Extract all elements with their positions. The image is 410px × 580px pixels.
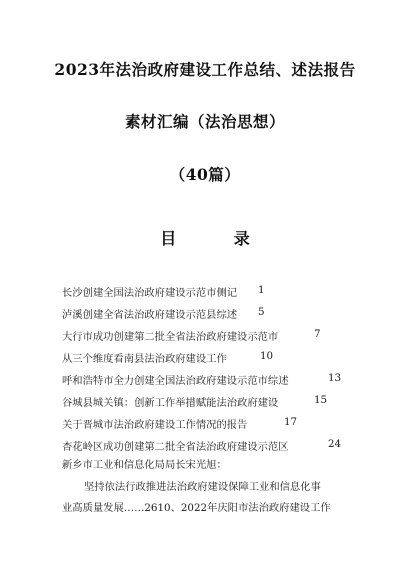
toc-entry[interactable] [62,328,321,343]
body-text-line: 新乡市工业和信息化局局长宋光旭： [62,459,227,471]
document-subtitle: 素材汇编（法治思想） [124,112,285,131]
toc-entry[interactable] [62,306,265,321]
toc-entry-page: 24 [328,438,342,450]
body-text-line: 坚持依法行政推进法治政府建设保障工业和信息化事 [84,481,321,493]
toc-entry[interactable] [62,438,342,453]
toc-entry-page: 5 [258,306,265,318]
toc-entry-page: 7 [314,328,321,340]
toc-entry-page: 15 [314,394,328,406]
toc-entry-title: 谷城县城关镇：创新工作举措赋能法治政府建设 [62,397,279,409]
toc-entry[interactable] [62,394,328,409]
toc-entry[interactable] [62,284,265,299]
toc-entry-title: 杏花岭区成功创建第二批全省法治政府建设示范区 [62,441,289,453]
toc-entry-page: 13 [328,372,342,384]
toc-entry[interactable] [62,416,298,431]
toc-entry[interactable] [62,372,342,387]
toc-entry-page: 10 [260,350,274,362]
document-count: （40篇） [169,165,241,184]
toc-entry-page: 17 [284,416,298,428]
toc-entry-page: 1 [258,284,265,296]
toc-entry-title: 呼和浩特市全力创建全国法治政府建设示范市综述 [62,375,289,387]
toc-entry-title: 从三个维度看南县法治政府建设工作 [62,353,227,365]
toc-heading: 目 录 [160,229,276,248]
body-text-line: 业高质量发展……2610、2022年庆阳市法治政府建设工作 [62,502,331,514]
toc-entry[interactable] [62,350,274,365]
toc-entry-title: 长沙创建全国法治政府建设示范市侧记 [62,287,238,299]
toc-entry-title: 泸溪创建全省法治政府建设示范县综述 [62,309,238,321]
toc-entry-title: 关于晋城市法治政府建设工作情况的报告 [62,419,248,431]
toc-entry-title: 大行市成功创建第二批全省法治政府建设示范市 [62,331,279,343]
document-title: 2023年法治政府建设工作总结、述法报告 [54,60,356,79]
